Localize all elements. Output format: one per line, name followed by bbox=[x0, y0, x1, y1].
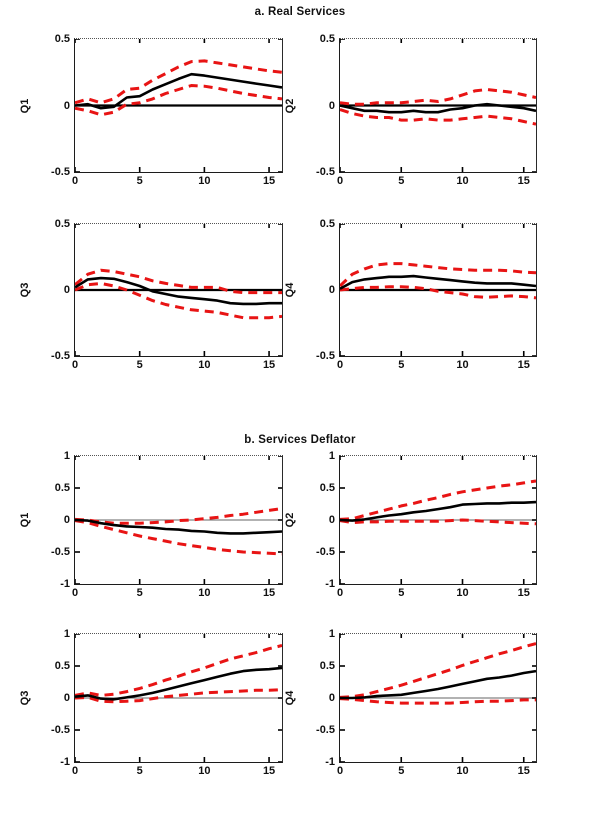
y-axis-label-q3: Q3 bbox=[19, 282, 31, 298]
x-tick-label: 15 bbox=[517, 359, 530, 371]
plot-area bbox=[75, 634, 282, 762]
x-tick-label: 10 bbox=[198, 587, 211, 599]
x-tick-label: 5 bbox=[398, 587, 405, 599]
upper-band-line bbox=[75, 509, 282, 524]
plot-area bbox=[75, 456, 282, 584]
x-tick-label: 10 bbox=[456, 359, 469, 371]
lower-band-line bbox=[340, 520, 536, 524]
x-tick-label: 10 bbox=[456, 587, 469, 599]
y-tick-label: -0.5 bbox=[51, 546, 70, 558]
x-tick-label: 0 bbox=[71, 175, 79, 187]
x-tick-label: 0 bbox=[71, 765, 79, 777]
y-tick-label: -1 bbox=[60, 578, 70, 590]
y-tick-label: 0.5 bbox=[54, 33, 70, 45]
subplot-b-q3 bbox=[19, 628, 283, 777]
x-tick-label: 5 bbox=[398, 175, 405, 187]
y-tick-label: 0.5 bbox=[54, 660, 70, 672]
x-tick-label: 10 bbox=[198, 175, 211, 187]
y-tick-label: 1 bbox=[328, 450, 335, 462]
y-tick-label: -0.5 bbox=[316, 350, 335, 362]
y-tick-label: 1 bbox=[63, 628, 70, 640]
y-axis-label-q4: Q4 bbox=[284, 690, 296, 706]
x-tick-label: 5 bbox=[136, 359, 143, 371]
y-tick-label: 0.5 bbox=[319, 218, 335, 230]
y-axis-label-q1: Q1 bbox=[19, 98, 31, 113]
subplot-a-q3 bbox=[19, 218, 283, 371]
y-tick-label: 0 bbox=[63, 692, 70, 704]
subplot-b-q1 bbox=[19, 450, 283, 599]
y-tick-label: 0 bbox=[328, 692, 335, 704]
y-tick-label: -1 bbox=[325, 578, 335, 590]
x-tick-label: 5 bbox=[136, 175, 143, 187]
upper-band-line bbox=[340, 90, 536, 105]
x-tick-label: 10 bbox=[456, 765, 469, 777]
subplot-a-q4 bbox=[284, 218, 537, 371]
y-tick-label: 0 bbox=[63, 99, 70, 112]
y-tick-label: 0.5 bbox=[319, 660, 335, 672]
y-tick-label: 0 bbox=[63, 514, 70, 526]
y-axis-label-q2: Q2 bbox=[284, 512, 296, 528]
plot-area bbox=[75, 39, 282, 172]
y-axis-label-q3: Q3 bbox=[19, 690, 31, 706]
x-tick-label: 15 bbox=[262, 359, 276, 371]
x-tick-label: 0 bbox=[71, 359, 79, 371]
y-tick-label: 0 bbox=[328, 514, 335, 526]
y-tick-label: 0.5 bbox=[54, 482, 70, 494]
x-tick-label: 15 bbox=[262, 175, 276, 187]
subplot-a-q1 bbox=[19, 33, 283, 187]
y-tick-label: -0.5 bbox=[316, 724, 335, 736]
irf-line bbox=[340, 671, 536, 698]
x-tick-label: 15 bbox=[262, 765, 276, 777]
y-tick-label: 0 bbox=[328, 99, 335, 112]
y-tick-label: -0.5 bbox=[51, 724, 70, 736]
x-tick-label: 5 bbox=[136, 587, 143, 599]
x-tick-label: 15 bbox=[517, 765, 530, 777]
x-tick-label: 15 bbox=[262, 587, 276, 599]
x-tick-label: 5 bbox=[398, 359, 405, 371]
lower-band-line bbox=[340, 699, 536, 704]
x-tick-label: 0 bbox=[336, 587, 344, 599]
irf-line bbox=[340, 502, 536, 520]
y-tick-label: -1 bbox=[325, 756, 335, 768]
plot-area bbox=[340, 224, 536, 356]
upper-band-line bbox=[340, 481, 536, 519]
y-tick-label: -0.5 bbox=[316, 166, 335, 178]
lower-band-line bbox=[340, 287, 536, 298]
subplot-a-q2 bbox=[284, 33, 537, 187]
y-tick-label: 0 bbox=[328, 284, 335, 296]
y-tick-label: -1 bbox=[60, 756, 70, 768]
irf-line bbox=[75, 74, 282, 108]
x-tick-label: 10 bbox=[198, 765, 211, 777]
y-tick-label: 0.5 bbox=[319, 482, 335, 494]
y-tick-label: 1 bbox=[328, 628, 335, 640]
subplot-b-q2 bbox=[284, 450, 537, 599]
y-axis-label-q2: Q2 bbox=[284, 98, 296, 113]
y-tick-label: -0.5 bbox=[316, 546, 335, 558]
x-tick-label: 15 bbox=[517, 175, 530, 187]
y-tick-label: 0.5 bbox=[54, 218, 70, 230]
x-tick-label: 0 bbox=[336, 359, 344, 371]
y-axis-label-q1: Q1 bbox=[19, 512, 31, 528]
x-tick-label: 0 bbox=[336, 765, 344, 777]
plot-area bbox=[340, 634, 536, 762]
panel-b-title: b. Services Deflator bbox=[244, 434, 356, 446]
x-tick-label: 5 bbox=[398, 765, 405, 777]
irf-line bbox=[340, 276, 536, 289]
y-tick-label: 0.5 bbox=[319, 33, 335, 45]
panel-a-title: a. Real Services bbox=[254, 6, 346, 18]
y-tick-label: 0 bbox=[63, 284, 70, 296]
x-tick-label: 5 bbox=[136, 765, 143, 777]
subplot-b-q4 bbox=[284, 628, 537, 777]
y-tick-label: 1 bbox=[63, 450, 70, 462]
x-tick-label: 10 bbox=[198, 359, 211, 371]
plot-area bbox=[340, 456, 536, 584]
x-tick-label: 15 bbox=[517, 587, 530, 599]
y-tick-label: -0.5 bbox=[51, 166, 70, 178]
lower-band-line bbox=[75, 283, 282, 317]
lower-band-line bbox=[75, 521, 282, 554]
plot-area bbox=[340, 39, 536, 172]
plot-area bbox=[75, 224, 282, 356]
x-tick-label: 0 bbox=[336, 175, 344, 187]
y-axis-label-q4: Q4 bbox=[284, 282, 296, 298]
x-tick-label: 10 bbox=[456, 175, 469, 187]
x-tick-label: 0 bbox=[71, 587, 79, 599]
y-tick-label: -0.5 bbox=[51, 350, 70, 362]
